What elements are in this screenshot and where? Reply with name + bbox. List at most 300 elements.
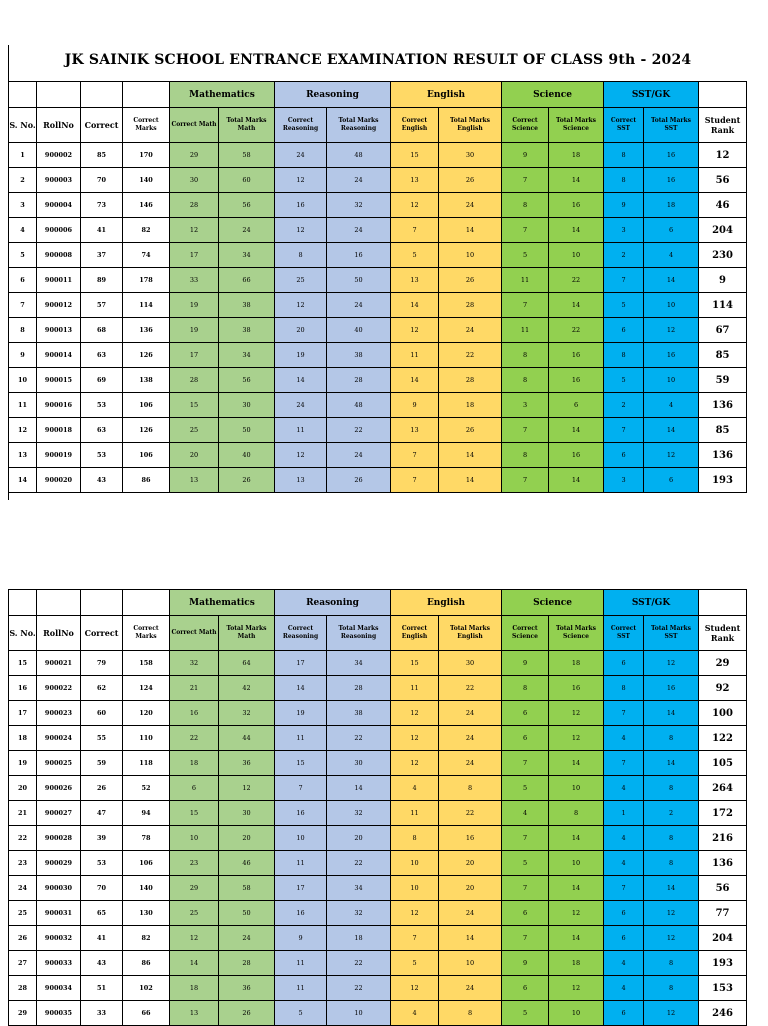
cell-rank: 56 [699, 876, 747, 901]
cell-correct-sst: 7 [604, 876, 644, 901]
header-total-math: Total Marks Math [219, 108, 275, 143]
cell-correct-sst: 5 [604, 368, 644, 393]
cell-correct-science: 7 [502, 826, 549, 851]
cell-total-math: 56 [219, 193, 275, 218]
cell-correct-english: 12 [391, 318, 439, 343]
table-row [9, 951, 747, 976]
cell-correct: 89 [81, 268, 123, 293]
cell-correct-english: 9 [391, 393, 439, 418]
empty-header-cell [81, 82, 123, 108]
cell-correct-science: 6 [502, 976, 549, 1001]
cell-correct: 47 [81, 801, 123, 826]
cell-rollno: 900027 [37, 801, 81, 826]
cell-total-science: 8 [549, 801, 604, 826]
table-row [9, 293, 747, 318]
cell-correct-science: 7 [502, 751, 549, 776]
cell-rollno: 900026 [37, 776, 81, 801]
cell-correct-marks: 124 [123, 676, 170, 701]
cell-sno: 25 [9, 901, 37, 926]
header-rank: Student Rank [699, 108, 747, 143]
cell-rank: 153 [699, 976, 747, 1001]
cell-total-reasoning: 20 [327, 826, 391, 851]
cell-correct-sst: 8 [604, 143, 644, 168]
cell-rollno: 900013 [37, 318, 81, 343]
cell-correct-english: 8 [391, 826, 439, 851]
cell-total-sst: 12 [644, 926, 699, 951]
cell-total-english: 24 [439, 976, 502, 1001]
cell-correct: 51 [81, 976, 123, 1001]
cell-correct-science: 7 [502, 293, 549, 318]
cell-total-english: 20 [439, 851, 502, 876]
cell-rank: 59 [699, 368, 747, 393]
cell-total-sst: 10 [644, 293, 699, 318]
cell-correct-marks: 126 [123, 343, 170, 368]
cell-correct: 79 [81, 651, 123, 676]
cell-correct-math: 20 [170, 443, 219, 468]
cell-correct-math: 33 [170, 268, 219, 293]
cell-sno: 29 [9, 1001, 37, 1026]
cell-total-english: 30 [439, 651, 502, 676]
cell-total-math: 66 [219, 268, 275, 293]
cell-rank: 264 [699, 776, 747, 801]
cell-correct-english: 7 [391, 218, 439, 243]
cell-correct-reasoning: 20 [275, 318, 327, 343]
cell-correct-science: 9 [502, 651, 549, 676]
cell-correct: 63 [81, 343, 123, 368]
table-row [9, 418, 747, 443]
cell-total-math: 42 [219, 676, 275, 701]
header-total-english: Total Marks English [439, 108, 502, 143]
cell-correct-science: 11 [502, 318, 549, 343]
cell-correct-marks: 86 [123, 468, 170, 493]
cell-correct-reasoning: 19 [275, 343, 327, 368]
cell-rollno: 900011 [37, 268, 81, 293]
cell-correct-marks: 118 [123, 751, 170, 776]
cell-total-science: 16 [549, 368, 604, 393]
cell-total-sst: 4 [644, 243, 699, 268]
cell-total-english: 30 [439, 143, 502, 168]
cell-total-reasoning: 24 [327, 168, 391, 193]
cell-rollno: 900035 [37, 1001, 81, 1026]
cell-rollno: 900031 [37, 901, 81, 926]
cell-correct-math: 15 [170, 393, 219, 418]
cell-total-reasoning: 40 [327, 318, 391, 343]
cell-correct-sst: 7 [604, 751, 644, 776]
cell-correct-science: 6 [502, 901, 549, 926]
cell-rollno: 900034 [37, 976, 81, 1001]
cell-sno: 28 [9, 976, 37, 1001]
cell-correct-math: 10 [170, 826, 219, 851]
header-correct-english: Correct English [391, 616, 439, 651]
subject-group-english: English [391, 590, 502, 616]
cell-correct-sst: 9 [604, 193, 644, 218]
cell-correct-marks: 66 [123, 1001, 170, 1026]
cell-correct-science: 5 [502, 1001, 549, 1026]
cell-rank: 204 [699, 926, 747, 951]
cell-correct: 55 [81, 726, 123, 751]
subject-group-sst: SST/GK [604, 590, 699, 616]
cell-correct-english: 12 [391, 976, 439, 1001]
header-correct-reasoning: Correct Reasoning [275, 108, 327, 143]
cell-correct-marks: 106 [123, 851, 170, 876]
cell-sno: 20 [9, 776, 37, 801]
header-total-math: Total Marks Math [219, 616, 275, 651]
cell-correct-math: 13 [170, 468, 219, 493]
cell-correct-reasoning: 11 [275, 976, 327, 1001]
cell-correct-science: 7 [502, 218, 549, 243]
cell-correct-math: 23 [170, 851, 219, 876]
cell-total-science: 14 [549, 751, 604, 776]
cell-sno: 24 [9, 876, 37, 901]
cell-correct: 59 [81, 751, 123, 776]
cell-correct-english: 14 [391, 368, 439, 393]
cell-total-english: 14 [439, 218, 502, 243]
cell-rank: 122 [699, 726, 747, 751]
cell-correct-math: 19 [170, 318, 219, 343]
cell-correct: 70 [81, 168, 123, 193]
cell-correct-english: 7 [391, 468, 439, 493]
cell-total-reasoning: 32 [327, 901, 391, 926]
cell-correct-english: 13 [391, 268, 439, 293]
cell-total-reasoning: 22 [327, 851, 391, 876]
cell-sno: 5 [9, 243, 37, 268]
cell-total-math: 12 [219, 776, 275, 801]
cell-correct-marks: 78 [123, 826, 170, 851]
cell-correct-science: 11 [502, 268, 549, 293]
table-row [9, 168, 747, 193]
header-correct-marks: Correct Marks [123, 108, 170, 143]
cell-correct-sst: 4 [604, 851, 644, 876]
cell-total-math: 32 [219, 701, 275, 726]
cell-correct-science: 7 [502, 468, 549, 493]
cell-total-english: 18 [439, 393, 502, 418]
cell-correct-reasoning: 15 [275, 751, 327, 776]
results-table [8, 589, 747, 1026]
header-total-reasoning: Total Marks Reasoning [327, 616, 391, 651]
cell-correct-sst: 4 [604, 776, 644, 801]
header-correct-english: Correct English [391, 108, 439, 143]
header-total-english: Total Marks English [439, 616, 502, 651]
cell-total-reasoning: 22 [327, 418, 391, 443]
subject-group-reason: Reasoning [275, 590, 391, 616]
empty-header-cell [37, 590, 81, 616]
cell-total-english: 22 [439, 676, 502, 701]
cell-total-sst: 12 [644, 651, 699, 676]
cell-correct-sst: 2 [604, 243, 644, 268]
cell-total-reasoning: 48 [327, 143, 391, 168]
cell-correct-reasoning: 16 [275, 801, 327, 826]
cell-sno: 22 [9, 826, 37, 851]
table-row [9, 243, 747, 268]
column-header-row [9, 108, 747, 143]
cell-total-science: 12 [549, 901, 604, 926]
cell-total-math: 20 [219, 826, 275, 851]
table-row [9, 726, 747, 751]
cell-total-science: 16 [549, 193, 604, 218]
table-row [9, 218, 747, 243]
cell-total-reasoning: 34 [327, 876, 391, 901]
cell-total-sst: 8 [644, 851, 699, 876]
cell-rank: 100 [699, 701, 747, 726]
cell-correct-english: 11 [391, 343, 439, 368]
header-total-reasoning: Total Marks Reasoning [327, 108, 391, 143]
cell-correct-english: 10 [391, 876, 439, 901]
cell-total-reasoning: 24 [327, 218, 391, 243]
cell-total-math: 60 [219, 168, 275, 193]
cell-correct-math: 25 [170, 901, 219, 926]
cell-correct-marks: 178 [123, 268, 170, 293]
cell-total-math: 36 [219, 976, 275, 1001]
cell-total-sst: 8 [644, 951, 699, 976]
cell-total-english: 10 [439, 243, 502, 268]
empty-header-cell [9, 82, 37, 108]
cell-correct-math: 22 [170, 726, 219, 751]
table-row [9, 901, 747, 926]
cell-correct-english: 12 [391, 193, 439, 218]
cell-total-english: 24 [439, 701, 502, 726]
cell-total-reasoning: 22 [327, 726, 391, 751]
cell-sno: 6 [9, 268, 37, 293]
cell-correct-science: 5 [502, 243, 549, 268]
cell-correct-english: 4 [391, 1001, 439, 1026]
cell-rank: 193 [699, 468, 747, 493]
header-total-sst: Total Marks SST [644, 616, 699, 651]
header-correct-reasoning: Correct Reasoning [275, 616, 327, 651]
cell-total-math: 38 [219, 318, 275, 343]
cell-correct-sst: 3 [604, 468, 644, 493]
cell-correct-english: 12 [391, 751, 439, 776]
cell-correct-science: 9 [502, 951, 549, 976]
cell-total-reasoning: 38 [327, 701, 391, 726]
cell-correct-marks: 82 [123, 926, 170, 951]
cell-total-reasoning: 34 [327, 651, 391, 676]
cell-correct-math: 30 [170, 168, 219, 193]
cell-rank: 85 [699, 418, 747, 443]
table-row [9, 393, 747, 418]
cell-total-sst: 12 [644, 443, 699, 468]
cell-rollno: 900012 [37, 293, 81, 318]
cell-total-science: 12 [549, 701, 604, 726]
cell-total-english: 8 [439, 1001, 502, 1026]
cell-total-science: 14 [549, 926, 604, 951]
empty-header-cell [123, 590, 170, 616]
cell-rank: 216 [699, 826, 747, 851]
cell-total-english: 26 [439, 268, 502, 293]
cell-rank: 136 [699, 443, 747, 468]
cell-sno: 13 [9, 443, 37, 468]
cell-rank: 67 [699, 318, 747, 343]
cell-correct-math: 17 [170, 243, 219, 268]
cell-correct-marks: 170 [123, 143, 170, 168]
table-row [9, 701, 747, 726]
cell-correct-science: 8 [502, 193, 549, 218]
cell-total-sst: 16 [644, 168, 699, 193]
header-rank: Student Rank [699, 616, 747, 651]
cell-correct-sst: 6 [604, 901, 644, 926]
cell-total-english: 10 [439, 951, 502, 976]
cell-total-sst: 12 [644, 318, 699, 343]
cell-total-reasoning: 28 [327, 676, 391, 701]
cell-total-sst: 2 [644, 801, 699, 826]
cell-correct-math: 14 [170, 951, 219, 976]
table-row [9, 926, 747, 951]
cell-total-sst: 6 [644, 468, 699, 493]
cell-rank: 246 [699, 1001, 747, 1026]
cell-correct-math: 19 [170, 293, 219, 318]
cell-total-sst: 14 [644, 751, 699, 776]
cell-rank: 29 [699, 651, 747, 676]
cell-correct-marks: 114 [123, 293, 170, 318]
cell-total-english: 24 [439, 901, 502, 926]
cell-total-english: 14 [439, 468, 502, 493]
cell-correct-sst: 6 [604, 443, 644, 468]
cell-total-science: 14 [549, 418, 604, 443]
cell-total-sst: 16 [644, 143, 699, 168]
table-row [9, 651, 747, 676]
cell-rank: 77 [699, 901, 747, 926]
cell-correct-reasoning: 12 [275, 218, 327, 243]
cell-correct-science: 6 [502, 726, 549, 751]
header-total-science: Total Marks Science [549, 616, 604, 651]
cell-correct-science: 7 [502, 168, 549, 193]
cell-rank: 12 [699, 143, 747, 168]
table-row [9, 751, 747, 776]
cell-rollno: 900024 [37, 726, 81, 751]
cell-correct-science: 7 [502, 926, 549, 951]
cell-correct-marks: 74 [123, 243, 170, 268]
cell-sno: 27 [9, 951, 37, 976]
cell-total-reasoning: 30 [327, 751, 391, 776]
cell-correct-sst: 8 [604, 343, 644, 368]
cell-correct-math: 25 [170, 418, 219, 443]
cell-rollno: 900032 [37, 926, 81, 951]
cell-rollno: 900028 [37, 826, 81, 851]
cell-correct-sst: 4 [604, 726, 644, 751]
cell-correct-reasoning: 17 [275, 876, 327, 901]
header-correct-math: Correct Math [170, 616, 219, 651]
cell-sno: 4 [9, 218, 37, 243]
table-row [9, 776, 747, 801]
empty-header-cell [123, 82, 170, 108]
cell-correct: 65 [81, 901, 123, 926]
cell-sno: 7 [9, 293, 37, 318]
cell-total-reasoning: 22 [327, 976, 391, 1001]
cell-rank: 92 [699, 676, 747, 701]
cell-correct-science: 7 [502, 418, 549, 443]
cell-total-sst: 4 [644, 393, 699, 418]
results-table [8, 81, 747, 493]
cell-total-science: 22 [549, 268, 604, 293]
cell-correct-reasoning: 14 [275, 676, 327, 701]
cell-rank: 193 [699, 951, 747, 976]
cell-correct-math: 32 [170, 651, 219, 676]
cell-correct-english: 13 [391, 418, 439, 443]
cell-total-sst: 18 [644, 193, 699, 218]
cell-total-math: 40 [219, 443, 275, 468]
cell-correct-marks: 140 [123, 168, 170, 193]
cell-correct-math: 18 [170, 976, 219, 1001]
cell-correct-reasoning: 24 [275, 393, 327, 418]
cell-total-reasoning: 24 [327, 293, 391, 318]
table-row [9, 368, 747, 393]
cell-total-english: 24 [439, 726, 502, 751]
cell-rank: 172 [699, 801, 747, 826]
header-sno: S. No. [9, 108, 37, 143]
cell-correct-science: 8 [502, 343, 549, 368]
subject-group-header-row [9, 590, 747, 616]
cell-correct: 85 [81, 143, 123, 168]
cell-correct-marks: 106 [123, 443, 170, 468]
cell-total-math: 24 [219, 926, 275, 951]
cell-total-science: 14 [549, 826, 604, 851]
cell-rollno: 900021 [37, 651, 81, 676]
empty-header-cell [81, 590, 123, 616]
cell-correct-english: 5 [391, 951, 439, 976]
cell-rollno: 900029 [37, 851, 81, 876]
cell-total-reasoning: 32 [327, 193, 391, 218]
subject-group-sst: SST/GK [604, 82, 699, 108]
cell-correct-math: 17 [170, 343, 219, 368]
cell-sno: 12 [9, 418, 37, 443]
cell-correct-science: 8 [502, 368, 549, 393]
cell-total-science: 14 [549, 168, 604, 193]
cell-total-reasoning: 22 [327, 951, 391, 976]
cell-correct: 39 [81, 826, 123, 851]
cell-total-math: 38 [219, 293, 275, 318]
cell-correct-reasoning: 19 [275, 701, 327, 726]
cell-total-sst: 16 [644, 343, 699, 368]
cell-correct: 69 [81, 368, 123, 393]
cell-rank: 46 [699, 193, 747, 218]
subject-group-math: Mathematics [170, 82, 275, 108]
table-row [9, 193, 747, 218]
cell-correct-english: 11 [391, 676, 439, 701]
table-row [9, 443, 747, 468]
cell-correct: 33 [81, 1001, 123, 1026]
cell-total-reasoning: 26 [327, 468, 391, 493]
cell-total-science: 12 [549, 976, 604, 1001]
cell-rollno: 900016 [37, 393, 81, 418]
cell-total-reasoning: 38 [327, 343, 391, 368]
header-correct-sst: Correct SST [604, 108, 644, 143]
header-correct-science: Correct Science [502, 108, 549, 143]
cell-total-math: 44 [219, 726, 275, 751]
cell-sno: 1 [9, 143, 37, 168]
header-correct: Correct [81, 108, 123, 143]
table-row [9, 801, 747, 826]
cell-correct-science: 6 [502, 701, 549, 726]
cell-total-reasoning: 18 [327, 926, 391, 951]
cell-sno: 16 [9, 676, 37, 701]
cell-total-science: 14 [549, 218, 604, 243]
cell-total-sst: 12 [644, 1001, 699, 1026]
empty-header-cell [699, 590, 747, 616]
cell-correct-english: 11 [391, 801, 439, 826]
cell-correct-english: 12 [391, 726, 439, 751]
table-row [9, 1001, 747, 1026]
cell-total-science: 22 [549, 318, 604, 343]
cell-total-sst: 16 [644, 676, 699, 701]
cell-correct-science: 9 [502, 143, 549, 168]
cell-total-math: 50 [219, 418, 275, 443]
cell-rank: 204 [699, 218, 747, 243]
cell-total-math: 30 [219, 393, 275, 418]
cell-rollno: 900004 [37, 193, 81, 218]
cell-total-english: 22 [439, 343, 502, 368]
cell-total-reasoning: 10 [327, 1001, 391, 1026]
cell-total-english: 26 [439, 168, 502, 193]
cell-total-english: 28 [439, 368, 502, 393]
